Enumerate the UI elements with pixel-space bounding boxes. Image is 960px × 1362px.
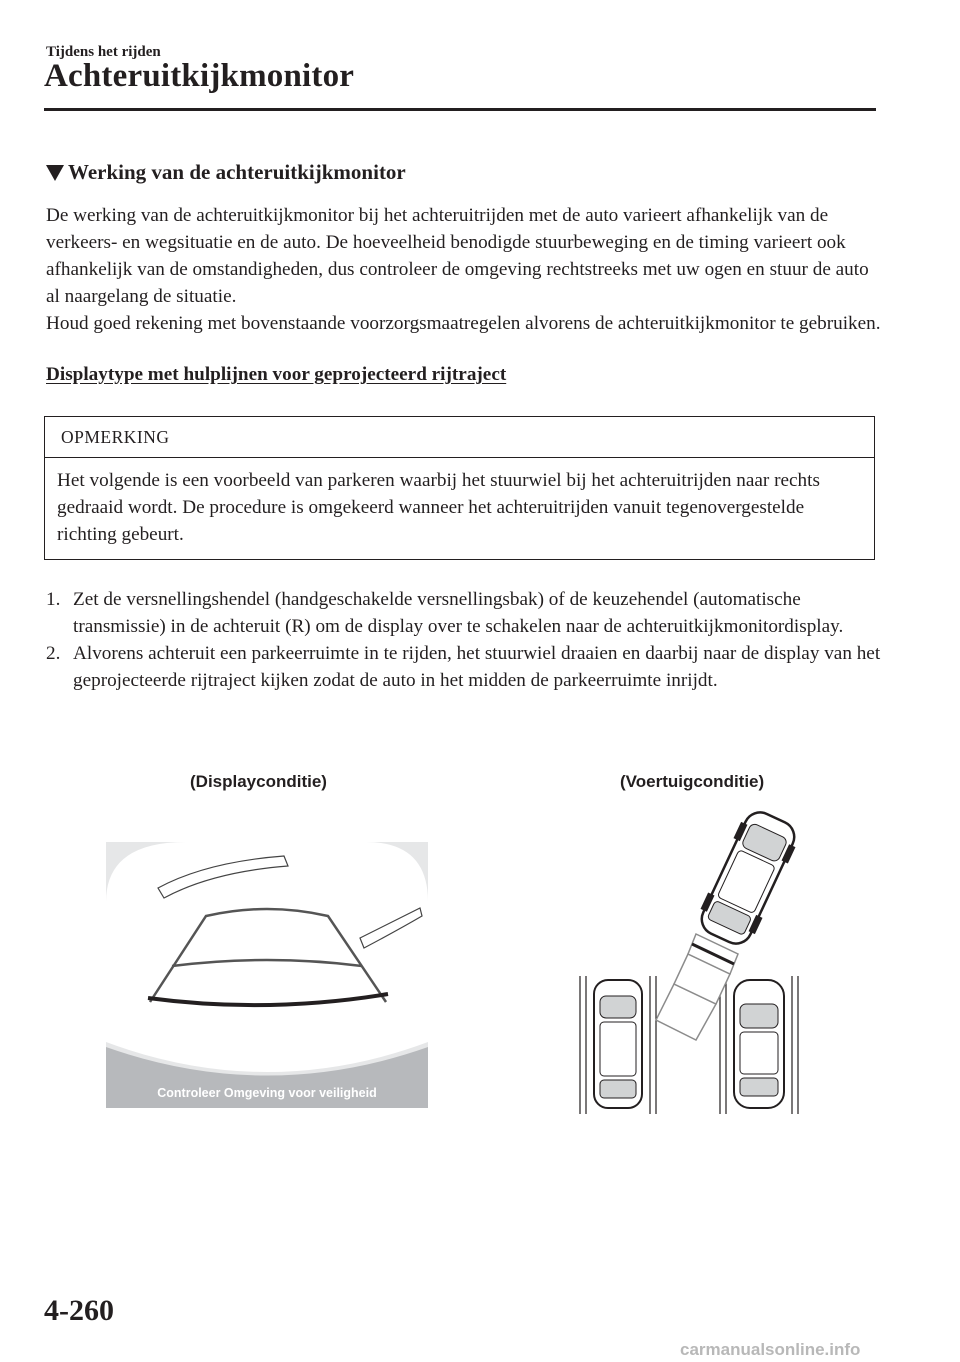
screen-caption: Controleer Omgeving voor veiligheid	[157, 1086, 377, 1100]
step-text: Alvorens achteruit een parkeerruimte in te rijden, het stuurwiel draaien en daarbij naar de display van het geprojecteerde rijtraject kijken zodat de auto in het midden de parkeerruimte inrijdt.	[73, 643, 881, 691]
step-text: Zet de versnellingshendel (handgeschakelde versnellingsbak) of de keuzehendel (automatische transmissie) in de achteruit (R) om de display over te schakelen naar de achteruitkijkmonitordisplay.	[73, 589, 844, 637]
step-item	[46, 640, 882, 694]
watermark: carmanualsonline.info	[680, 1340, 861, 1359]
vehicle-condition-label: (Voertuigconditie)	[620, 772, 765, 791]
subheading: Displaytype met hulplijnen voor geprojecteerd rijtraject	[46, 364, 507, 385]
note-title: OPMERKING	[61, 427, 170, 447]
intro-paragraph: De werking van de achteruitkijkmonitor bij het achteruitrijden met de auto varieert afhankelijk van de verkeers- en wegsituatie en de auto. De hoeveelheid benodigde stuurbeweging en de timing varieert ook afhankelijk van de omstandigheden, dus controleer de omgeving rechtstreeks met uw ogen en stuur de auto al naargelang de situatie.	[46, 205, 869, 307]
note-text: Het volgende is een voorbeeld van parkeren waarbij het stuurwiel bij het achteruitrijden naar rechts gedraaid wordt. De procedure is omgekeerd wanneer het achteruitrijden vanuit tegenovergestelde richting gebeurt.	[57, 470, 820, 545]
section-heading	[46, 160, 406, 185]
note-box	[44, 416, 875, 560]
intro-paragraph-2: Houd goed rekening met bovenstaande voorzorgsmaatregelen alvorens de achteruitkijkmonitor te gebruiken.	[46, 313, 881, 334]
parked-car-right	[734, 980, 784, 1108]
section-heading-text: Werking van de achteruitkijkmonitor	[68, 160, 406, 184]
display-condition-label: (Displayconditie)	[190, 772, 327, 791]
step-item	[46, 586, 882, 640]
note-divider	[45, 457, 874, 458]
intro-block	[46, 202, 882, 337]
parked-car-left	[594, 980, 642, 1108]
triangle-bullet-icon	[46, 165, 64, 181]
vehicle-condition-illustration	[570, 808, 810, 1118]
page-number: 4-260	[44, 1294, 114, 1327]
step-number: 2.	[46, 643, 61, 664]
running-header: Tijdens het rijden	[46, 44, 161, 60]
page-title: Achteruitkijkmonitor	[44, 58, 355, 94]
monitor-display-illustration	[106, 842, 428, 1108]
step-number: 1.	[46, 589, 61, 610]
header-divider	[44, 108, 876, 111]
step-list	[46, 586, 882, 694]
maneuvering-car	[693, 808, 803, 950]
